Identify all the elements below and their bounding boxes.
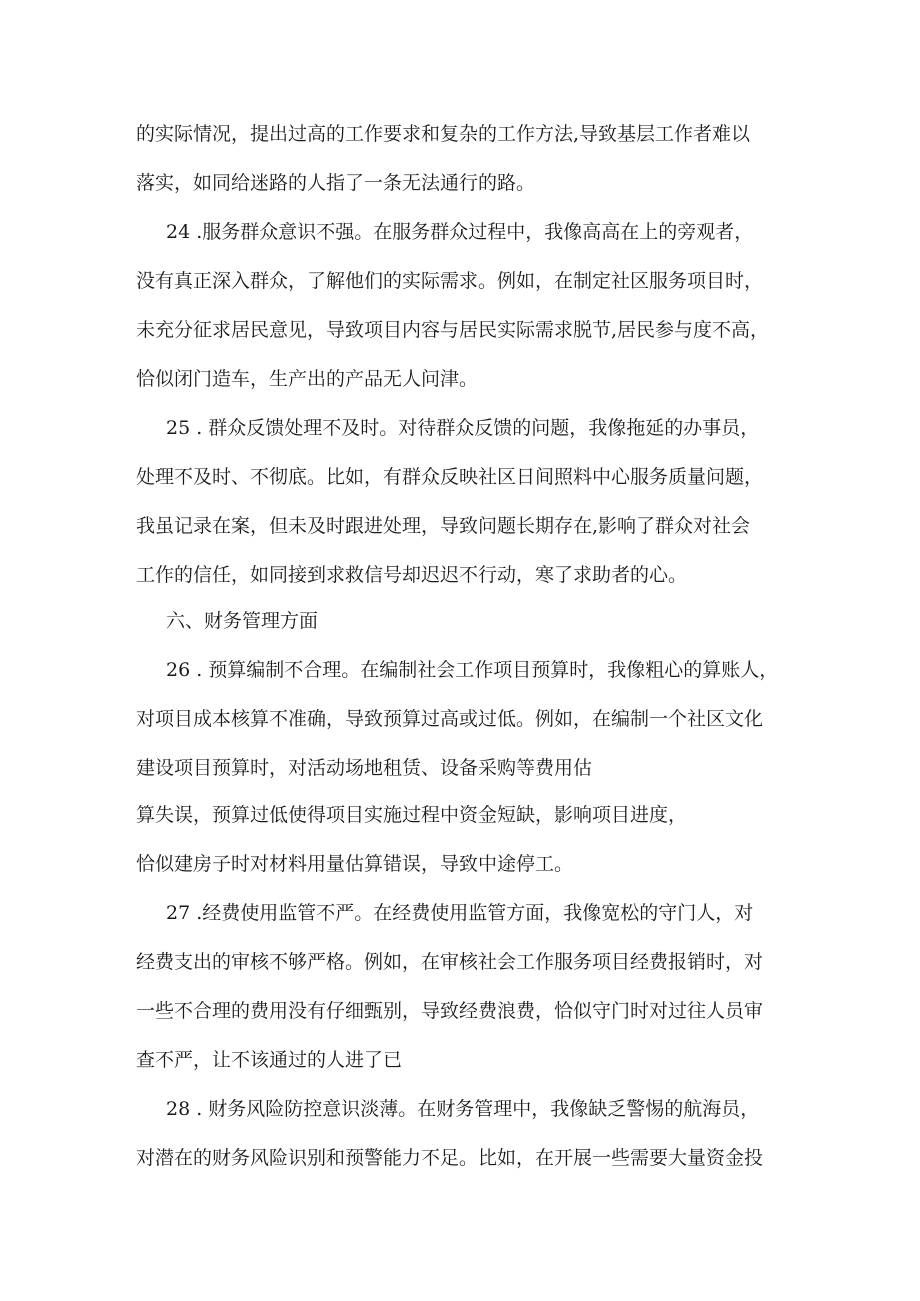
paragraph-line: 的实际情况，提出过高的工作要求和复杂的工作方法,导致基层工作者难以 xyxy=(136,123,751,145)
paragraph-line: 处理不及时、不彻底。比如，有群众反映社区日间照料中心服务质量问题， xyxy=(136,466,764,488)
paragraph-line: 工作的信任，如同接到求救信号却迟迟不行动，寒了求助者的心。 xyxy=(136,564,688,586)
paragraph-line: 落实，如同给迷路的人指了一条无法通行的路。 xyxy=(136,172,536,194)
paragraph-line: 26 . 预算编制不合理。在编制社会工作项目预算时，我像粗心的算账人， xyxy=(166,659,779,681)
paragraph-line: 对项目成本核算不准确，导致预算过高或过低。例如，在编制一个社区文化 xyxy=(136,708,764,730)
paragraph-line: 查不严，让不该通过的人进了已 xyxy=(136,1049,403,1071)
paragraph-line: 未充分征求居民意见，导致项目内容与居民实际需求脱节,居民参与度不高， xyxy=(136,319,770,341)
paragraph-line: 没有真正深入群众，了解他们的实际需求。例如，在制定社区服务项目时， xyxy=(136,270,764,292)
paragraph-line: 27 .经费使用监管不严。在经费使用监管方面，我像宽松的守门人，对 xyxy=(166,902,754,924)
paragraph-line: 经费支出的审核不够严格。例如，在审核社会工作服务项目经费报销时，对 xyxy=(136,951,764,973)
paragraph-line: 对潜在的财务风险识别和预警能力不足。比如，在开展一些需要大量资金投 xyxy=(136,1147,764,1169)
paragraph-line: 25 . 群众反馈处理不及时。对待群众反馈的问题，我像拖延的办事员， xyxy=(166,417,760,439)
paragraph-line: 28 . 财务风险防控意识淡薄。在财务管理中，我像缺乏警惕的航海员， xyxy=(166,1098,760,1120)
paragraph-line: 建设项目预算时，对活动场地租赁、设备采购等费用估 xyxy=(136,757,593,779)
paragraph-line: 一些不合理的费用没有仔细甄别，导致经费浪费，恰似守门时对过往人员审 xyxy=(136,1000,764,1022)
paragraph-line: 恰似闭门造车，生产出的产品无人问津。 xyxy=(136,368,479,390)
paragraph-line: 恰似建房子时对材料用量估算错误，导致中途停工。 xyxy=(136,853,574,875)
paragraph-line: 24 .服务群众意识不强。在服务群众过程中，我像高高在上的旁观者， xyxy=(166,221,754,243)
paragraph-line: 我虽记录在案，但未及时跟进处理，导致问题长期存在,影响了群众对社会 xyxy=(136,515,751,537)
section-heading: 六、财务管理方面 xyxy=(166,610,319,632)
paragraph-line: 算失误，预算过低使得项目实施过程中资金短缺，影响项目进度， xyxy=(136,804,688,826)
